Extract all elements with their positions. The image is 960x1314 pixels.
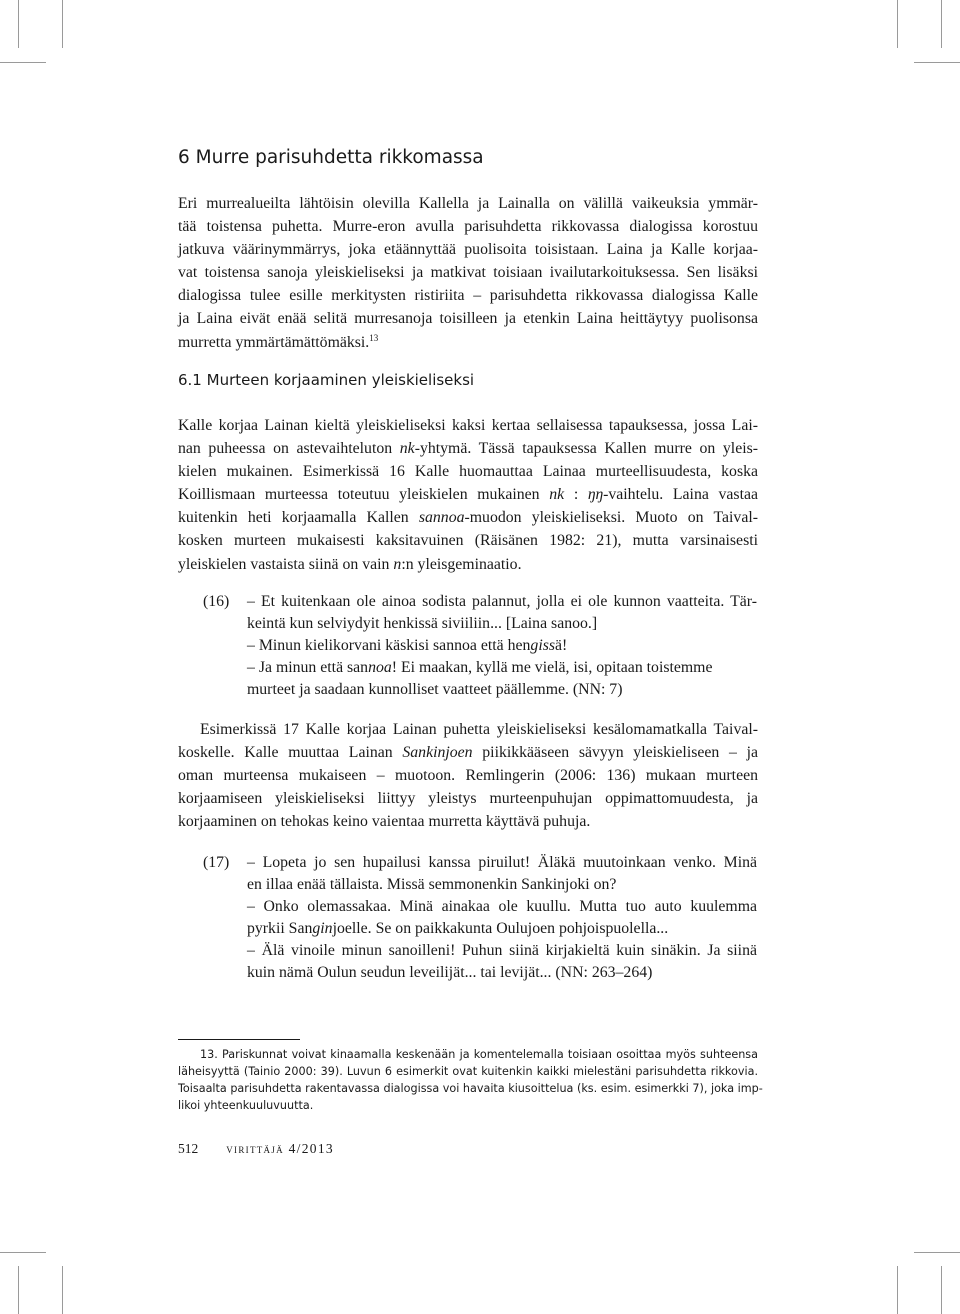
text-line: tää toistensa puhetta. Murre-eron avulla parisuhdetta rikkovassa dialogissa korostuu <box>178 218 758 236</box>
crop-mark <box>897 0 898 48</box>
example-number: (16) <box>203 593 230 610</box>
section-heading: 6 Murre parisuhdetta rikkomassa <box>178 147 484 168</box>
crop-mark <box>941 0 942 48</box>
example-line: keintä kun selviydyit henkissä siviiliin... [Laina sanoo.] <box>247 615 598 632</box>
crop-mark <box>0 1252 46 1253</box>
footnote-reference[interactable]: 13 <box>369 332 379 343</box>
text-line: koskelle. Kalle muuttaa Lainan Sankinjoen piikikkääseen sävyyn yleiskieliseen – ja <box>178 744 758 762</box>
crop-mark <box>897 1266 898 1314</box>
text-line: korjaaminen on tehokas keino vaientaa murretta käyttävä puhuja. <box>178 813 591 831</box>
footnote-13 <box>178 1046 763 1114</box>
page-footer <box>178 1141 334 1157</box>
text-line: kuitenkin heti korjaamalla Kallen sannoa-muodon yleiskieliseksi. Muoto on Taival- <box>178 509 758 527</box>
text-line: ja Laina eivät enää selitä murresanoja toisilleen ja etenkin Laina heittäytyy puolisonsa <box>178 310 758 328</box>
text-line: Koillismaan murteessa toteutuu yleiskielen mukainen nk : ŋŋ-vaihtelu. Laina vastaa <box>178 486 758 504</box>
footnote-line: läheisyyttä (Tainio 2000: 39). Luvun 6 esimerkit ovat kuitenkin kaikki mielestäni parisuhdetta rikkovia. <box>178 1065 758 1078</box>
text-line: oman murteensa mukaiseen – muotoon. Remlingerin (2006: 136) mukaan murteen <box>178 767 758 785</box>
crop-mark <box>18 0 19 48</box>
example-line: murteet ja saadaan kunnolliset vaatteet päällemme. (NN: 7) <box>247 681 623 698</box>
example-line: – Lopeta jo sen hupailusi kanssa piruilut! Äläkä muutoinkaan venko. Minä <box>247 854 757 871</box>
crop-mark <box>62 1266 63 1314</box>
text-line: kosken murteen mukaisesti kaksitavuinen (Räisänen 1982: 21), mutta varsinaisesti <box>178 532 758 550</box>
page-number: 512 <box>178 1141 199 1156</box>
footnote-rule <box>178 1039 300 1040</box>
example-line: – Et kuitenkaan ole ainoa sodista palannut, jolla ei ole kunnon vaatteita. Tär- <box>247 593 757 610</box>
text-line: vat toistensa sanoja yleiskieliseksi ja matkivat toisiaan ivailutarkoituksessa. Sen lisäksi <box>178 264 758 282</box>
example-line: – Älä vinoile minun sanoilleni! Puhun siinä kirjakieltä kuin sinäkin. Ja siinä <box>247 942 757 959</box>
footnote-line: Toisaalta parisuhdetta rakentavassa dialogissa voi havaita kiusoittelua (ks. esim. esimerkki 7), joka imp- <box>178 1082 763 1095</box>
example-line: pyrkii Sanginjoelle. Se on paikkakunta Oulujoen pohjoispuolella... <box>247 920 669 937</box>
text-line: korjaamiseen yleiskieliseksi liittyy yleistys murteenpuhujan oppimattomuudesta, ja <box>178 790 758 808</box>
example-line: – Onko olemassakaa. Minä ainakaa ole kuullu. Mutta tuo auto kuulemma <box>247 898 757 915</box>
text-line: Eri murrealueilta lähtöisin olevilla Kallella ja Lainalla on välillä vaikeuksia ymmär- <box>178 195 758 212</box>
crop-mark <box>0 62 46 63</box>
paragraph-example-17 <box>178 718 758 833</box>
paragraph-intro <box>178 192 758 354</box>
subsection-heading: 6.1 Murteen korjaaminen yleiskieliseksi <box>178 371 475 389</box>
text-line: jatkuva väärinymmärrys, joka etäännyttää puolisoita toisistaan. Laina ja Kalle korjaa- <box>178 241 758 259</box>
text-line: kielen mukainen. Esimerkissä 16 Kalle huomauttaa Lainaa murteellisuudesta, koska <box>178 463 758 481</box>
crop-mark <box>18 1266 19 1314</box>
crop-mark <box>914 62 960 63</box>
crop-mark <box>941 1266 942 1314</box>
text-line: Esimerkissä 17 Kalle korjaa Lainan puhetta yleiskieliseksi kesälomamatkalla Taival- <box>200 721 758 738</box>
text-line: dialogissa tulee esille merkitysten ristiriita – parisuhdetta rikkovassa dialogissa Kalle <box>178 287 758 305</box>
text-line: nan puheessa on astevaihteluton nk-yhtymä. Tässä tapauksessa Kallen murre on yleis- <box>178 440 758 458</box>
footnote-line: 13. Pariskunnat voivat kinaamalla keskenään ja komentelemalla toisiaan osoittaa myös suhteensa <box>200 1048 758 1061</box>
example-number: (17) <box>203 854 230 871</box>
paragraph-correction <box>178 414 758 576</box>
text-line: Kalle korjaa Lainan kieltä yleiskieliseksi kaksi kertaa sellaisessa tapauksessa, jossa Lai- <box>178 417 758 434</box>
example-line: en illaa enää tällaista. Missä semmonenkin Sankinjoki on? <box>247 876 617 893</box>
crop-mark <box>62 0 63 48</box>
example-line: kuin nämä Oulun seudun leveilijät... tai levijät... (NN: 263–264) <box>247 964 653 981</box>
journal-name: virittäjä 4/2013 <box>226 1141 334 1156</box>
crop-mark <box>914 1252 960 1253</box>
example-line: – Minun kielikorvani käskisi sannoa että hengissä! <box>247 637 568 654</box>
footnote-line: likoi yhteenkuuluvuutta. <box>178 1099 314 1112</box>
example-line: – Ja minun että sannoa! Ei maakan, kyllä me vielä, isi, opitaan toistemme <box>247 659 713 676</box>
text-line: yleiskielen vastaista siinä on vain n:n yleisgeminaatio. <box>178 555 522 573</box>
text-line: murretta ymmärtämättömäksi.$^{13}$ <box>178 332 379 351</box>
